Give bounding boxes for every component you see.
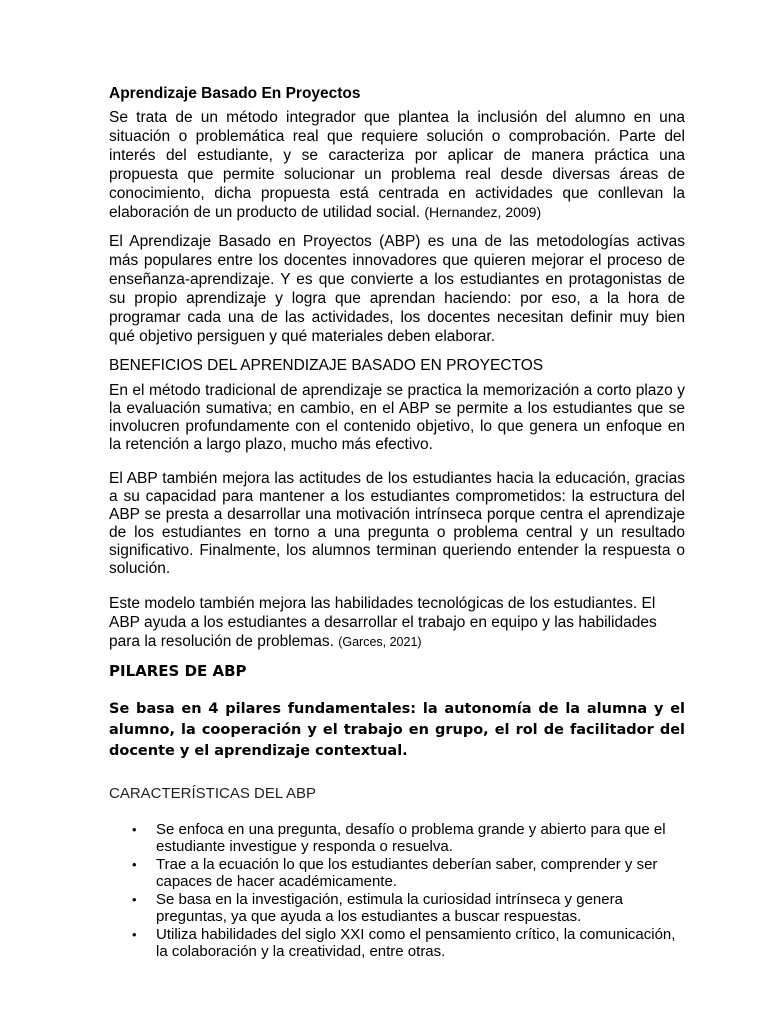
benefits-heading: BENEFICIOS DEL APRENDIZAJE BASADO EN PROYECTOS (109, 357, 544, 374)
list-item-text: Utiliza habilidades del siglo XXI como el pensamiento crítico, la comunicación, la colaboración y la creatividad, entre otras. (156, 926, 676, 960)
bullet-icon: • (132, 892, 137, 907)
pillars-heading: PILARES DE ABP (109, 662, 247, 680)
list-item-text: Se basa en la investigación, estimula la curiosidad intrínseca y genera preguntas, ya que ayuda a los estudiantes a buscar respuestas. (156, 891, 623, 925)
list-item-text: Trae a la ecuación lo que los estudiantes deberían saber, comprender y ser capaces de hacer académicamente. (156, 856, 658, 890)
bullet-icon: • (132, 822, 137, 837)
benefits-paragraph-3-text: Este modelo también mejora las habilidades tecnológicas de los estudiantes. El ABP ayuda a los estudiantes a desarrollar el trabajo en equipo y las habilidades para la resolución de problemas. (109, 595, 657, 650)
benefits-citation: (Garces, 2021) (338, 635, 422, 649)
characteristics-list (109, 821, 685, 960)
list-item (109, 821, 685, 855)
list-item (109, 926, 685, 960)
pillars-paragraph: Se basa en 4 pilares fundamentales: la autonomía de la alumna y el alumno, la cooperación y el trabajo en grupo, el rol de facilitador del docente y el aprendizaje contextual. (109, 701, 685, 759)
document-title: Aprendizaje Basado En Proyectos (109, 85, 361, 102)
document-page (109, 84, 685, 961)
benefits-paragraph-1: En el método tradicional de aprendizaje se practica la memorización a corto plazo y la evaluación sumativa; en cambio, en el ABP se permite a los estudiantes que se involucren profundamente con el contenido objetivo, lo que genera un enfoque en la retención a largo plazo, mucho más efectivo. (109, 382, 685, 453)
benefits-paragraph-2: El ABP también mejora las actitudes de los estudiantes hacia la educación, gracias a su capacidad para mantener a los estudiantes comprometidos: la estructura del ABP se presta a desarrollar una motivación intrínseca porque centra el aprendizaje de los estudiantes en torno a una pregunta o problema central y un resultado significativo. Finalmente, los alumnos terminan queriendo entender la respuesta o solución. (109, 470, 685, 577)
list-item (109, 891, 685, 925)
intro-paragraph-text: Se trata de un método integrador que plantea la inclusión del alumno en una situación o problemática real que requiere solución o comprobación. Parte del interés del estudiante, y se caracteriza por aplicar de manera práctica una propuesta que permite solucionar un problema real desde diversas áreas de conocimiento, dicha propuesta está centrada en actividades que conllevan la elaboración de un producto de utilidad social. (109, 109, 685, 221)
bullet-icon: • (132, 927, 137, 942)
intro-citation: (Hernandez, 2009) (424, 204, 542, 220)
benefits-paragraph-3 (109, 594, 685, 652)
intro-paragraph (109, 108, 685, 222)
list-item (109, 856, 685, 890)
list-item-text: Se enfoca en una pregunta, desafío o problema grande y abierto para que el estudiante investigue y responda o resuelva. (156, 821, 666, 855)
characteristics-heading: CARACTERÍSTICAS DEL ABP (109, 785, 316, 802)
abp-definition-paragraph: El Aprendizaje Basado en Proyectos (ABP) es una de las metodologías activas más populares entre los docentes innovadores que quieren mejorar el proceso de enseñanza-aprendizaje. Y es que convierte a los estudiantes en protagonistas de su propio aprendizaje y logra que aprendan haciendo: por eso, a la hora de programar cada una de las actividades, los docentes necesitan definir muy bien qué objetivo persiguen y qué materiales deben elaborar. (109, 233, 685, 345)
bullet-icon: • (132, 857, 137, 872)
